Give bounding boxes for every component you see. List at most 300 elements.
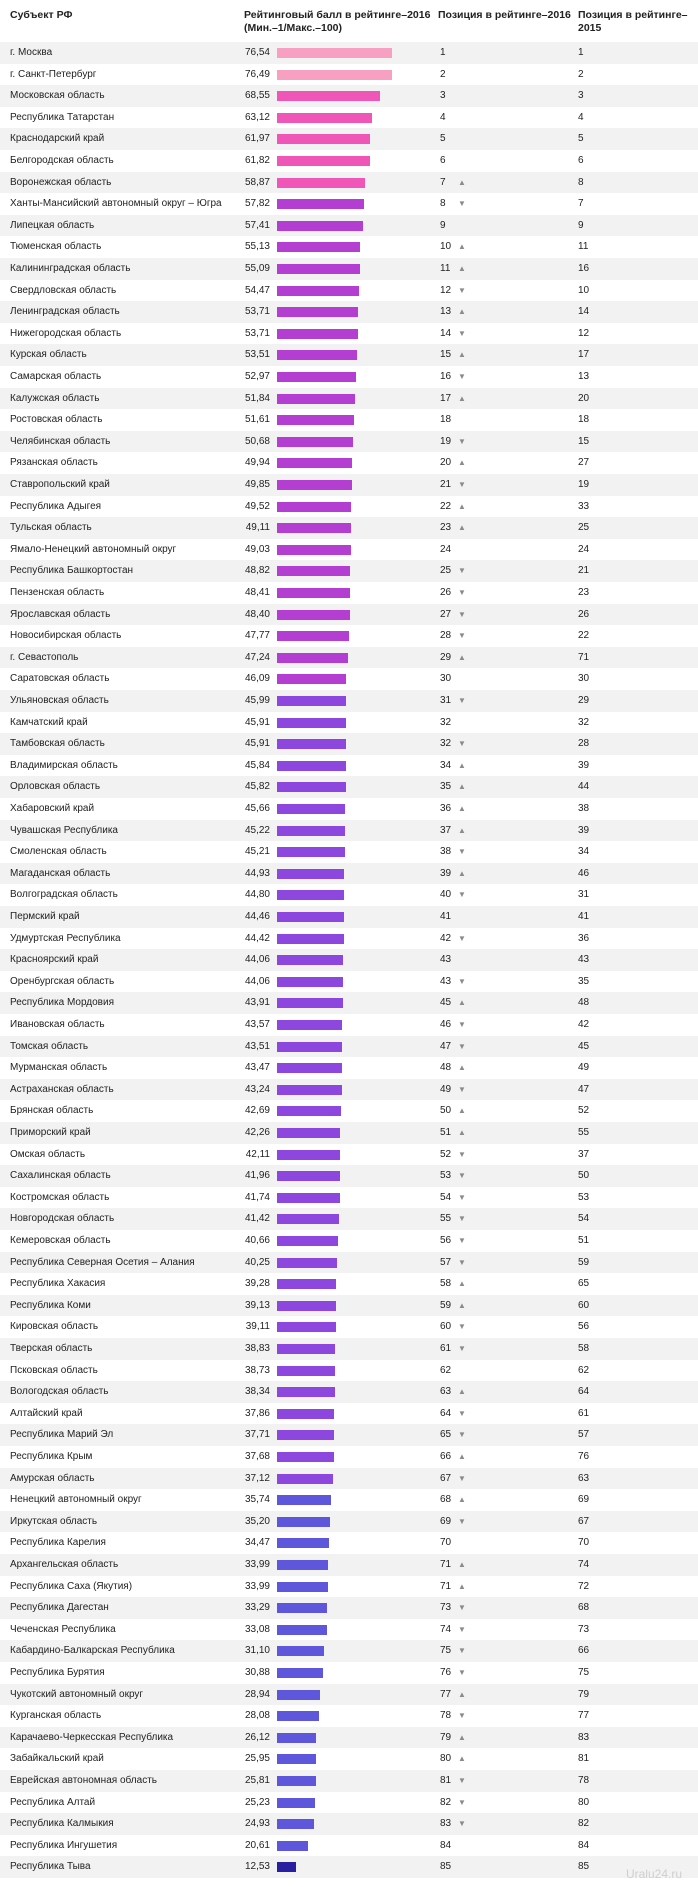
- score-bar: [277, 70, 392, 80]
- position-2015: 63: [578, 1472, 590, 1484]
- table-row: [0, 1792, 698, 1814]
- score-bar: [277, 1409, 334, 1419]
- arrow-up-icon: ▲: [458, 998, 466, 1008]
- score-bar: [277, 242, 360, 252]
- position-2016: 36: [440, 803, 452, 814]
- region-name: Томская область: [10, 1040, 89, 1052]
- position-2016: 79: [440, 1731, 452, 1743]
- score-bar: [277, 1301, 336, 1311]
- region-name: Республика Крым: [10, 1451, 93, 1462]
- region-name: Пензенская область: [10, 587, 105, 598]
- position-2015: 42: [578, 1019, 590, 1030]
- arrow-down-icon: ▼: [458, 890, 466, 900]
- score-bar: [277, 523, 351, 533]
- table-row: [0, 1662, 698, 1684]
- region-name: Саратовская область: [10, 673, 110, 685]
- score-bar: [277, 48, 392, 58]
- score-label: 55,09: [244, 263, 270, 274]
- region-name: Кабардино-Балкарская Республика: [10, 1645, 175, 1657]
- region-name: Белгородская область: [10, 155, 114, 166]
- position-2016: 22: [440, 500, 452, 512]
- score-bar: [277, 1841, 308, 1851]
- region-name: Архангельская область: [10, 1559, 119, 1570]
- arrow-up-icon: ▲: [458, 1452, 466, 1461]
- score-bar: [277, 998, 343, 1008]
- table-row: [0, 755, 698, 777]
- position-2016: 37: [440, 824, 452, 836]
- arrow-down-icon: ▼: [458, 1516, 466, 1526]
- score-bar: [277, 372, 356, 382]
- position-2015: 32: [578, 716, 590, 728]
- position-2016: 60: [440, 1321, 452, 1333]
- table-row: [0, 107, 698, 129]
- arrow-up-icon: ▲: [458, 1128, 466, 1137]
- table-row: [0, 1684, 698, 1706]
- position-2015: 47: [578, 1083, 590, 1095]
- position-2015: 65: [578, 1278, 590, 1290]
- score-bar: [277, 977, 343, 987]
- position-2016: 81: [440, 1775, 452, 1786]
- score-label: 44,93: [244, 867, 270, 879]
- position-2016: 85: [440, 1861, 452, 1873]
- score-bar: [277, 566, 350, 576]
- region-name: Липецкая область: [10, 219, 95, 231]
- score-label: 40,25: [244, 1256, 270, 1268]
- position-2015: 39: [578, 824, 590, 836]
- score-label: 39,11: [245, 1321, 270, 1333]
- score-label: 44,06: [244, 954, 270, 966]
- region-name: Ивановская область: [10, 1019, 105, 1030]
- region-name: Республика Алтай: [10, 1796, 96, 1808]
- score-label: 35,20: [244, 1515, 270, 1527]
- position-2016: 19: [440, 435, 452, 447]
- arrow-up-icon: ▲: [458, 1300, 466, 1310]
- position-2015: 84: [578, 1839, 590, 1851]
- position-2015: 68: [578, 1602, 590, 1614]
- region-name: Ненецкий автономный округ: [10, 1494, 142, 1506]
- arrow-down-icon: ▼: [458, 199, 466, 209]
- arrow-down-icon: ▼: [458, 976, 466, 986]
- position-2015: 29: [578, 695, 590, 706]
- arrow-down-icon: ▼: [458, 847, 466, 857]
- score-label: 37,68: [244, 1451, 270, 1462]
- score-label: 44,06: [244, 975, 270, 987]
- position-2015: 34: [578, 846, 590, 858]
- score-label: 28,94: [244, 1688, 270, 1700]
- region-name: Калининградская область: [10, 263, 131, 274]
- score-label: 44,46: [244, 911, 270, 922]
- score-label: 58,87: [244, 176, 270, 188]
- region-name: Кировская область: [10, 1321, 99, 1333]
- position-2015: 74: [578, 1559, 590, 1570]
- position-2016: 45: [440, 997, 452, 1009]
- score-label: 24,93: [244, 1818, 270, 1830]
- table-row: [0, 1230, 698, 1252]
- score-label: 33,99: [244, 1559, 270, 1570]
- position-2015: 72: [578, 1580, 590, 1592]
- arrow-up-icon: ▲: [458, 177, 466, 187]
- arrow-down-icon: ▼: [458, 1819, 466, 1829]
- position-2015: 62: [578, 1364, 590, 1376]
- score-bar: [277, 912, 344, 922]
- score-label: 61,82: [244, 155, 270, 166]
- score-label: 48,40: [244, 608, 270, 620]
- position-2015: 59: [578, 1256, 590, 1268]
- score-bar: [277, 199, 364, 209]
- arrow-up-icon: ▲: [458, 501, 466, 511]
- arrow-down-icon: ▼: [458, 631, 466, 641]
- score-label: 53,71: [244, 306, 270, 318]
- table-row: [0, 496, 698, 518]
- score-label: 57,82: [244, 198, 270, 210]
- position-2015: 50: [578, 1170, 590, 1182]
- position-2016: 63: [440, 1386, 452, 1398]
- position-2016: 10: [440, 241, 452, 253]
- table-row: [0, 539, 698, 561]
- region-name: г. Санкт-Петербург: [10, 68, 97, 80]
- table-row: [0, 42, 698, 64]
- position-2015: 13: [578, 371, 590, 382]
- score-bar: [277, 1711, 319, 1721]
- position-2016: 61: [440, 1343, 452, 1354]
- table-row: [0, 820, 698, 842]
- score-label: 63,12: [244, 111, 270, 123]
- position-2015: 44: [578, 781, 590, 793]
- arrow-up-icon: ▲: [458, 1495, 466, 1505]
- arrow-up-icon: ▲: [458, 264, 466, 273]
- arrow-up-icon: ▲: [458, 804, 466, 813]
- score-label: 45,84: [244, 759, 270, 771]
- score-bar: [277, 826, 345, 836]
- score-bar: [277, 1733, 316, 1743]
- arrow-up-icon: ▲: [458, 825, 466, 835]
- position-2015: 43: [578, 954, 590, 966]
- arrow-down-icon: ▼: [458, 436, 466, 446]
- score-bar: [277, 1279, 336, 1289]
- score-label: 25,95: [244, 1753, 270, 1765]
- score-label: 42,69: [244, 1105, 270, 1117]
- score-label: 45,99: [244, 695, 270, 706]
- arrow-up-icon: ▲: [458, 1581, 466, 1591]
- table-row: [0, 928, 698, 950]
- position-2016: 82: [440, 1796, 452, 1808]
- score-bar: [277, 1085, 342, 1095]
- position-2016: 32: [440, 716, 452, 728]
- arrow-up-icon: ▲: [458, 242, 466, 252]
- arrow-up-icon: ▲: [458, 782, 466, 792]
- position-2016: 35: [440, 781, 452, 793]
- score-label: 47,77: [244, 630, 270, 642]
- position-2015: 7: [578, 198, 584, 210]
- score-label: 42,11: [245, 1148, 270, 1160]
- table-row: [0, 1813, 698, 1835]
- table-row: [0, 1252, 698, 1274]
- position-2015: 70: [578, 1537, 590, 1549]
- region-name: Республика Саха (Якутия): [10, 1580, 133, 1592]
- position-2016: 66: [440, 1451, 452, 1462]
- position-2015: 33: [578, 500, 590, 512]
- arrow-down-icon: ▼: [458, 1257, 466, 1267]
- region-name: Оренбургская область: [10, 975, 115, 987]
- position-2016: 59: [440, 1299, 452, 1311]
- arrow-up-icon: ▲: [458, 1732, 466, 1742]
- score-label: 50,68: [244, 435, 270, 447]
- region-name: Республика Татарстан: [10, 111, 115, 123]
- score-bar: [277, 934, 344, 944]
- score-bar: [277, 1214, 339, 1224]
- table-row: [0, 215, 698, 237]
- score-bar: [277, 1387, 335, 1397]
- table-row: [0, 431, 698, 453]
- score-label: 25,23: [244, 1796, 270, 1808]
- region-name: Краснодарский край: [10, 133, 105, 145]
- region-name: Волгоградская область: [10, 889, 118, 901]
- position-2015: 53: [578, 1191, 590, 1203]
- table-row: [0, 85, 698, 107]
- position-2016: 2: [440, 68, 446, 80]
- table-row: [0, 712, 698, 734]
- score-bar: [277, 350, 357, 360]
- score-bar: [277, 1150, 340, 1160]
- table-row: [0, 1640, 698, 1662]
- score-label: 30,88: [244, 1667, 270, 1678]
- score-label: 45,91: [244, 716, 270, 728]
- header-position-2016: Позиция в рейтинге–2016: [438, 9, 571, 21]
- position-2015: 51: [578, 1235, 590, 1246]
- score-bar: [277, 1020, 342, 1030]
- arrow-up-icon: ▲: [458, 1560, 466, 1569]
- arrow-down-icon: ▼: [458, 1797, 466, 1807]
- score-label: 76,49: [244, 68, 270, 80]
- position-2015: 2: [578, 68, 584, 80]
- score-bar: [277, 653, 348, 663]
- arrow-down-icon: ▼: [458, 372, 466, 381]
- arrow-down-icon: ▼: [458, 609, 466, 619]
- position-2015: 79: [578, 1688, 590, 1700]
- table-row: [0, 1403, 698, 1425]
- arrow-up-icon: ▲: [458, 1106, 466, 1116]
- table-row: [0, 1532, 698, 1554]
- table-row: [0, 1705, 698, 1727]
- arrow-down-icon: ▼: [458, 1020, 466, 1029]
- arrow-down-icon: ▼: [458, 1214, 466, 1224]
- score-bar: [277, 588, 350, 598]
- position-2016: 70: [440, 1537, 452, 1549]
- position-2015: 54: [578, 1213, 590, 1225]
- table-row: [0, 647, 698, 669]
- score-label: 45,91: [244, 738, 270, 750]
- table-row: [0, 517, 698, 539]
- position-2016: 17: [440, 392, 452, 404]
- position-2016: 48: [440, 1062, 452, 1074]
- position-2015: 49: [578, 1062, 590, 1074]
- table-row: [0, 1122, 698, 1144]
- score-label: 37,86: [244, 1407, 270, 1419]
- score-bar: [277, 1430, 334, 1440]
- arrow-down-icon: ▼: [458, 1408, 466, 1418]
- position-2016: 34: [440, 759, 452, 771]
- position-2016: 68: [440, 1494, 452, 1506]
- position-2015: 3: [578, 90, 584, 102]
- score-bar: [277, 134, 370, 144]
- region-name: Хабаровский край: [10, 803, 95, 814]
- score-label: 49,11: [245, 522, 270, 534]
- position-2016: 7: [440, 176, 446, 188]
- position-2016: 25: [440, 565, 452, 577]
- position-2015: 11: [578, 241, 589, 253]
- header-subject: Субъект РФ: [10, 9, 73, 21]
- position-2015: 82: [578, 1818, 590, 1830]
- table-row: [0, 301, 698, 323]
- arrow-up-icon: ▲: [458, 350, 466, 360]
- score-bar: [277, 329, 358, 339]
- score-bar: [277, 1754, 316, 1764]
- score-label: 41,74: [244, 1191, 270, 1203]
- region-name: Республика Бурятия: [10, 1667, 105, 1678]
- region-name: Республика Башкортостан: [10, 565, 134, 577]
- region-name: Воронежская область: [10, 176, 112, 188]
- position-2015: 56: [578, 1321, 590, 1333]
- arrow-down-icon: ▼: [458, 739, 466, 749]
- position-2015: 19: [578, 479, 590, 490]
- position-2015: 61: [578, 1407, 590, 1419]
- region-name: Смоленская область: [10, 846, 107, 858]
- score-bar: [277, 674, 346, 684]
- score-bar: [277, 1646, 324, 1656]
- region-name: Иркутская область: [10, 1515, 98, 1527]
- position-2015: 8: [578, 176, 584, 188]
- arrow-down-icon: ▼: [458, 1603, 466, 1613]
- position-2015: 6: [578, 155, 584, 166]
- arrow-up-icon: ▲: [458, 1063, 466, 1073]
- table-row: [0, 949, 698, 971]
- position-2015: 41: [578, 911, 590, 922]
- header-score: Рейтинговый балл в рейтинге–2016 (Мин.–1/Макс.–100): [244, 9, 431, 34]
- score-bar: [277, 1625, 327, 1635]
- score-label: 44,42: [244, 932, 270, 944]
- score-label: 43,47: [244, 1062, 270, 1074]
- table-row: [0, 733, 698, 755]
- position-2015: 55: [578, 1127, 590, 1138]
- score-label: 57,41: [244, 219, 270, 231]
- position-2015: 5: [578, 133, 584, 145]
- table-row: [0, 1554, 698, 1576]
- table-row: [0, 193, 698, 215]
- table-row: [0, 1295, 698, 1317]
- region-name: Республика Марий Эл: [10, 1429, 114, 1441]
- region-name: Камчатский край: [10, 716, 88, 728]
- arrow-down-icon: ▼: [458, 1041, 466, 1051]
- table-row: [0, 1424, 698, 1446]
- arrow-down-icon: ▼: [458, 1430, 466, 1440]
- score-bar: [277, 610, 350, 620]
- position-2016: 73: [440, 1602, 452, 1614]
- region-name: Республика Адыгея: [10, 500, 102, 512]
- score-label: 61,97: [244, 133, 270, 145]
- score-bar: [277, 804, 345, 814]
- score-label: 53,51: [244, 349, 270, 361]
- score-bar: [277, 761, 346, 771]
- arrow-down-icon: ▼: [458, 1149, 466, 1159]
- position-2016: 28: [440, 630, 452, 642]
- position-2015: 75: [578, 1667, 590, 1678]
- score-bar: [277, 1452, 334, 1462]
- position-2016: 40: [440, 889, 452, 901]
- score-label: 20,61: [244, 1839, 270, 1851]
- position-2016: 84: [440, 1839, 452, 1851]
- score-bar: [277, 178, 365, 188]
- position-2016: 5: [440, 133, 446, 145]
- table-row: [0, 172, 698, 194]
- table-row: [0, 1057, 698, 1079]
- region-name: Ханты-Мансийский автономный округ – Югра: [10, 198, 222, 210]
- arrow-up-icon: ▲: [458, 458, 466, 468]
- table-row: [0, 128, 698, 150]
- table-row: [0, 1576, 698, 1598]
- score-label: 47,24: [244, 651, 270, 663]
- position-2016: 67: [440, 1472, 452, 1484]
- region-name: Чеченская Республика: [10, 1623, 116, 1635]
- score-bar: [277, 955, 343, 965]
- region-name: Республика Северная Осетия – Алания: [10, 1256, 195, 1268]
- score-bar: [277, 739, 346, 749]
- position-2016: 53: [440, 1170, 452, 1182]
- score-bar: [277, 847, 345, 857]
- table-row: [0, 409, 698, 431]
- region-name: Самарская область: [10, 371, 102, 382]
- score-label: 38,34: [244, 1386, 270, 1398]
- table-row: [0, 388, 698, 410]
- score-label: 45,21: [244, 846, 270, 858]
- position-2015: 14: [578, 306, 590, 318]
- arrow-down-icon: ▼: [458, 1711, 466, 1721]
- region-name: Красноярский край: [10, 954, 99, 966]
- score-label: 34,47: [244, 1537, 270, 1549]
- table-row: [0, 1511, 698, 1533]
- table-row: [0, 668, 698, 690]
- table-row: [0, 625, 698, 647]
- region-name: Ростовская область: [10, 414, 103, 426]
- region-name: Магаданская область: [10, 867, 111, 879]
- arrow-up-icon: ▲: [458, 760, 466, 770]
- position-2016: 12: [440, 284, 452, 296]
- score-label: 41,96: [244, 1170, 270, 1182]
- position-2015: 77: [578, 1710, 590, 1722]
- position-2015: 58: [578, 1343, 590, 1354]
- table-row: [0, 323, 698, 345]
- arrow-down-icon: ▼: [458, 566, 466, 576]
- arrow-down-icon: ▼: [458, 328, 466, 338]
- score-bar: [277, 156, 370, 166]
- position-2015: 85: [578, 1861, 590, 1873]
- table-row: [0, 452, 698, 474]
- position-2016: 42: [440, 932, 452, 944]
- score-label: 37,12: [244, 1472, 270, 1484]
- position-2016: 18: [440, 414, 452, 426]
- score-bar: [277, 1236, 338, 1246]
- position-2016: 23: [440, 522, 452, 534]
- position-2016: 49: [440, 1083, 452, 1095]
- arrow-up-icon: ▲: [458, 652, 466, 662]
- region-name: Новгородская область: [10, 1213, 115, 1225]
- arrow-down-icon: ▼: [458, 1473, 466, 1483]
- table-row: [0, 1770, 698, 1792]
- region-name: Амурская область: [10, 1472, 95, 1484]
- table-row: [0, 582, 698, 604]
- region-name: Ульяновская область: [10, 695, 109, 706]
- region-name: Курская область: [10, 349, 87, 361]
- position-2015: 67: [578, 1515, 590, 1527]
